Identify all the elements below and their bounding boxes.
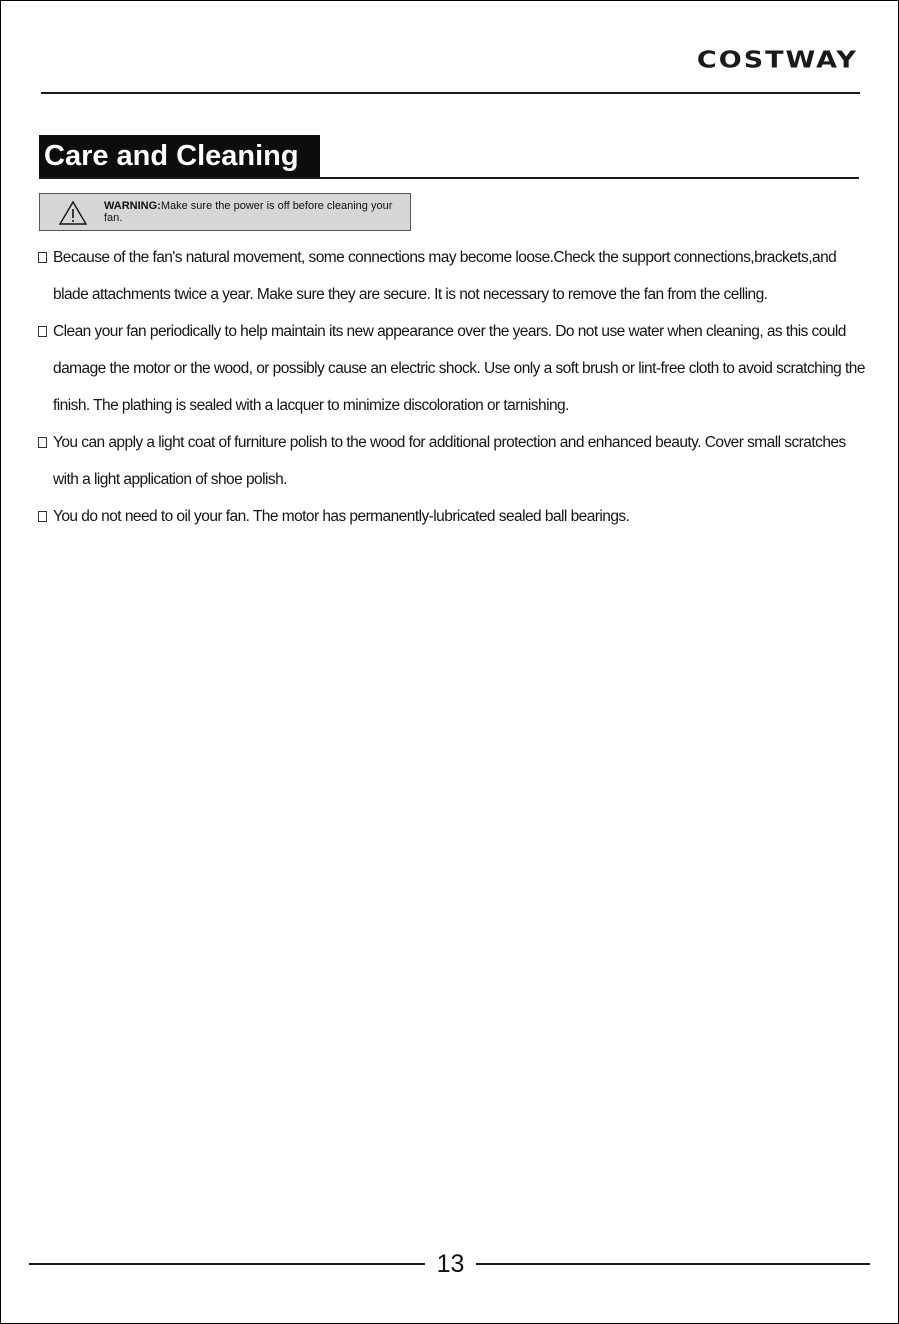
warning-message [104, 200, 409, 224]
footer-divider-right [476, 1263, 870, 1265]
list-item-text: Because of the fan's natural movement, some connections may become loose.Check the support connections,brackets,and blade attachments twice a year. Make sure they are secure. It is not necessary to remove the fan from the celling. [53, 249, 837, 303]
page-number: 13 [436, 1250, 465, 1278]
section-heading [39, 135, 859, 179]
header-divider [41, 92, 860, 94]
list-item [37, 313, 865, 424]
section-title: Care and Cleaning [39, 135, 320, 177]
list-item-text: You can apply a light coat of furniture polish to the wood for additional protection and enhanced beauty. Cover small scratches with a light application of shoe polish. [53, 434, 846, 488]
list-item [37, 239, 865, 313]
warning-label: WARNING: [104, 200, 161, 212]
care-instructions-list [37, 239, 865, 535]
list-item [37, 424, 865, 498]
checkbox-bullet-icon [38, 511, 47, 522]
list-item-text: Clean your fan periodically to help maintain its new appearance over the years. Do not use water when cleaning, as this could damage the motor or the wood, or possibly cause an electric shock. Use only a soft brush or lint-free cloth to avoid scratching the finish. The plathing is sealed with a lacquer to minimize discoloration or tarnishing. [53, 323, 865, 414]
checkbox-bullet-icon [38, 252, 47, 263]
list-item-text: You do not need to oil your fan. The motor has permanently-lubricated sealed ball bearings. [53, 508, 630, 525]
checkbox-bullet-icon [38, 437, 47, 448]
checkbox-bullet-icon [38, 326, 47, 337]
list-item [37, 498, 865, 535]
brand-logo: COSTWAY [696, 47, 858, 74]
warning-text: Make sure the power is off before cleaning your fan. [104, 200, 393, 224]
warning-triangle-icon [58, 200, 88, 226]
footer-divider-left [29, 1263, 425, 1265]
warning-box [39, 193, 411, 231]
